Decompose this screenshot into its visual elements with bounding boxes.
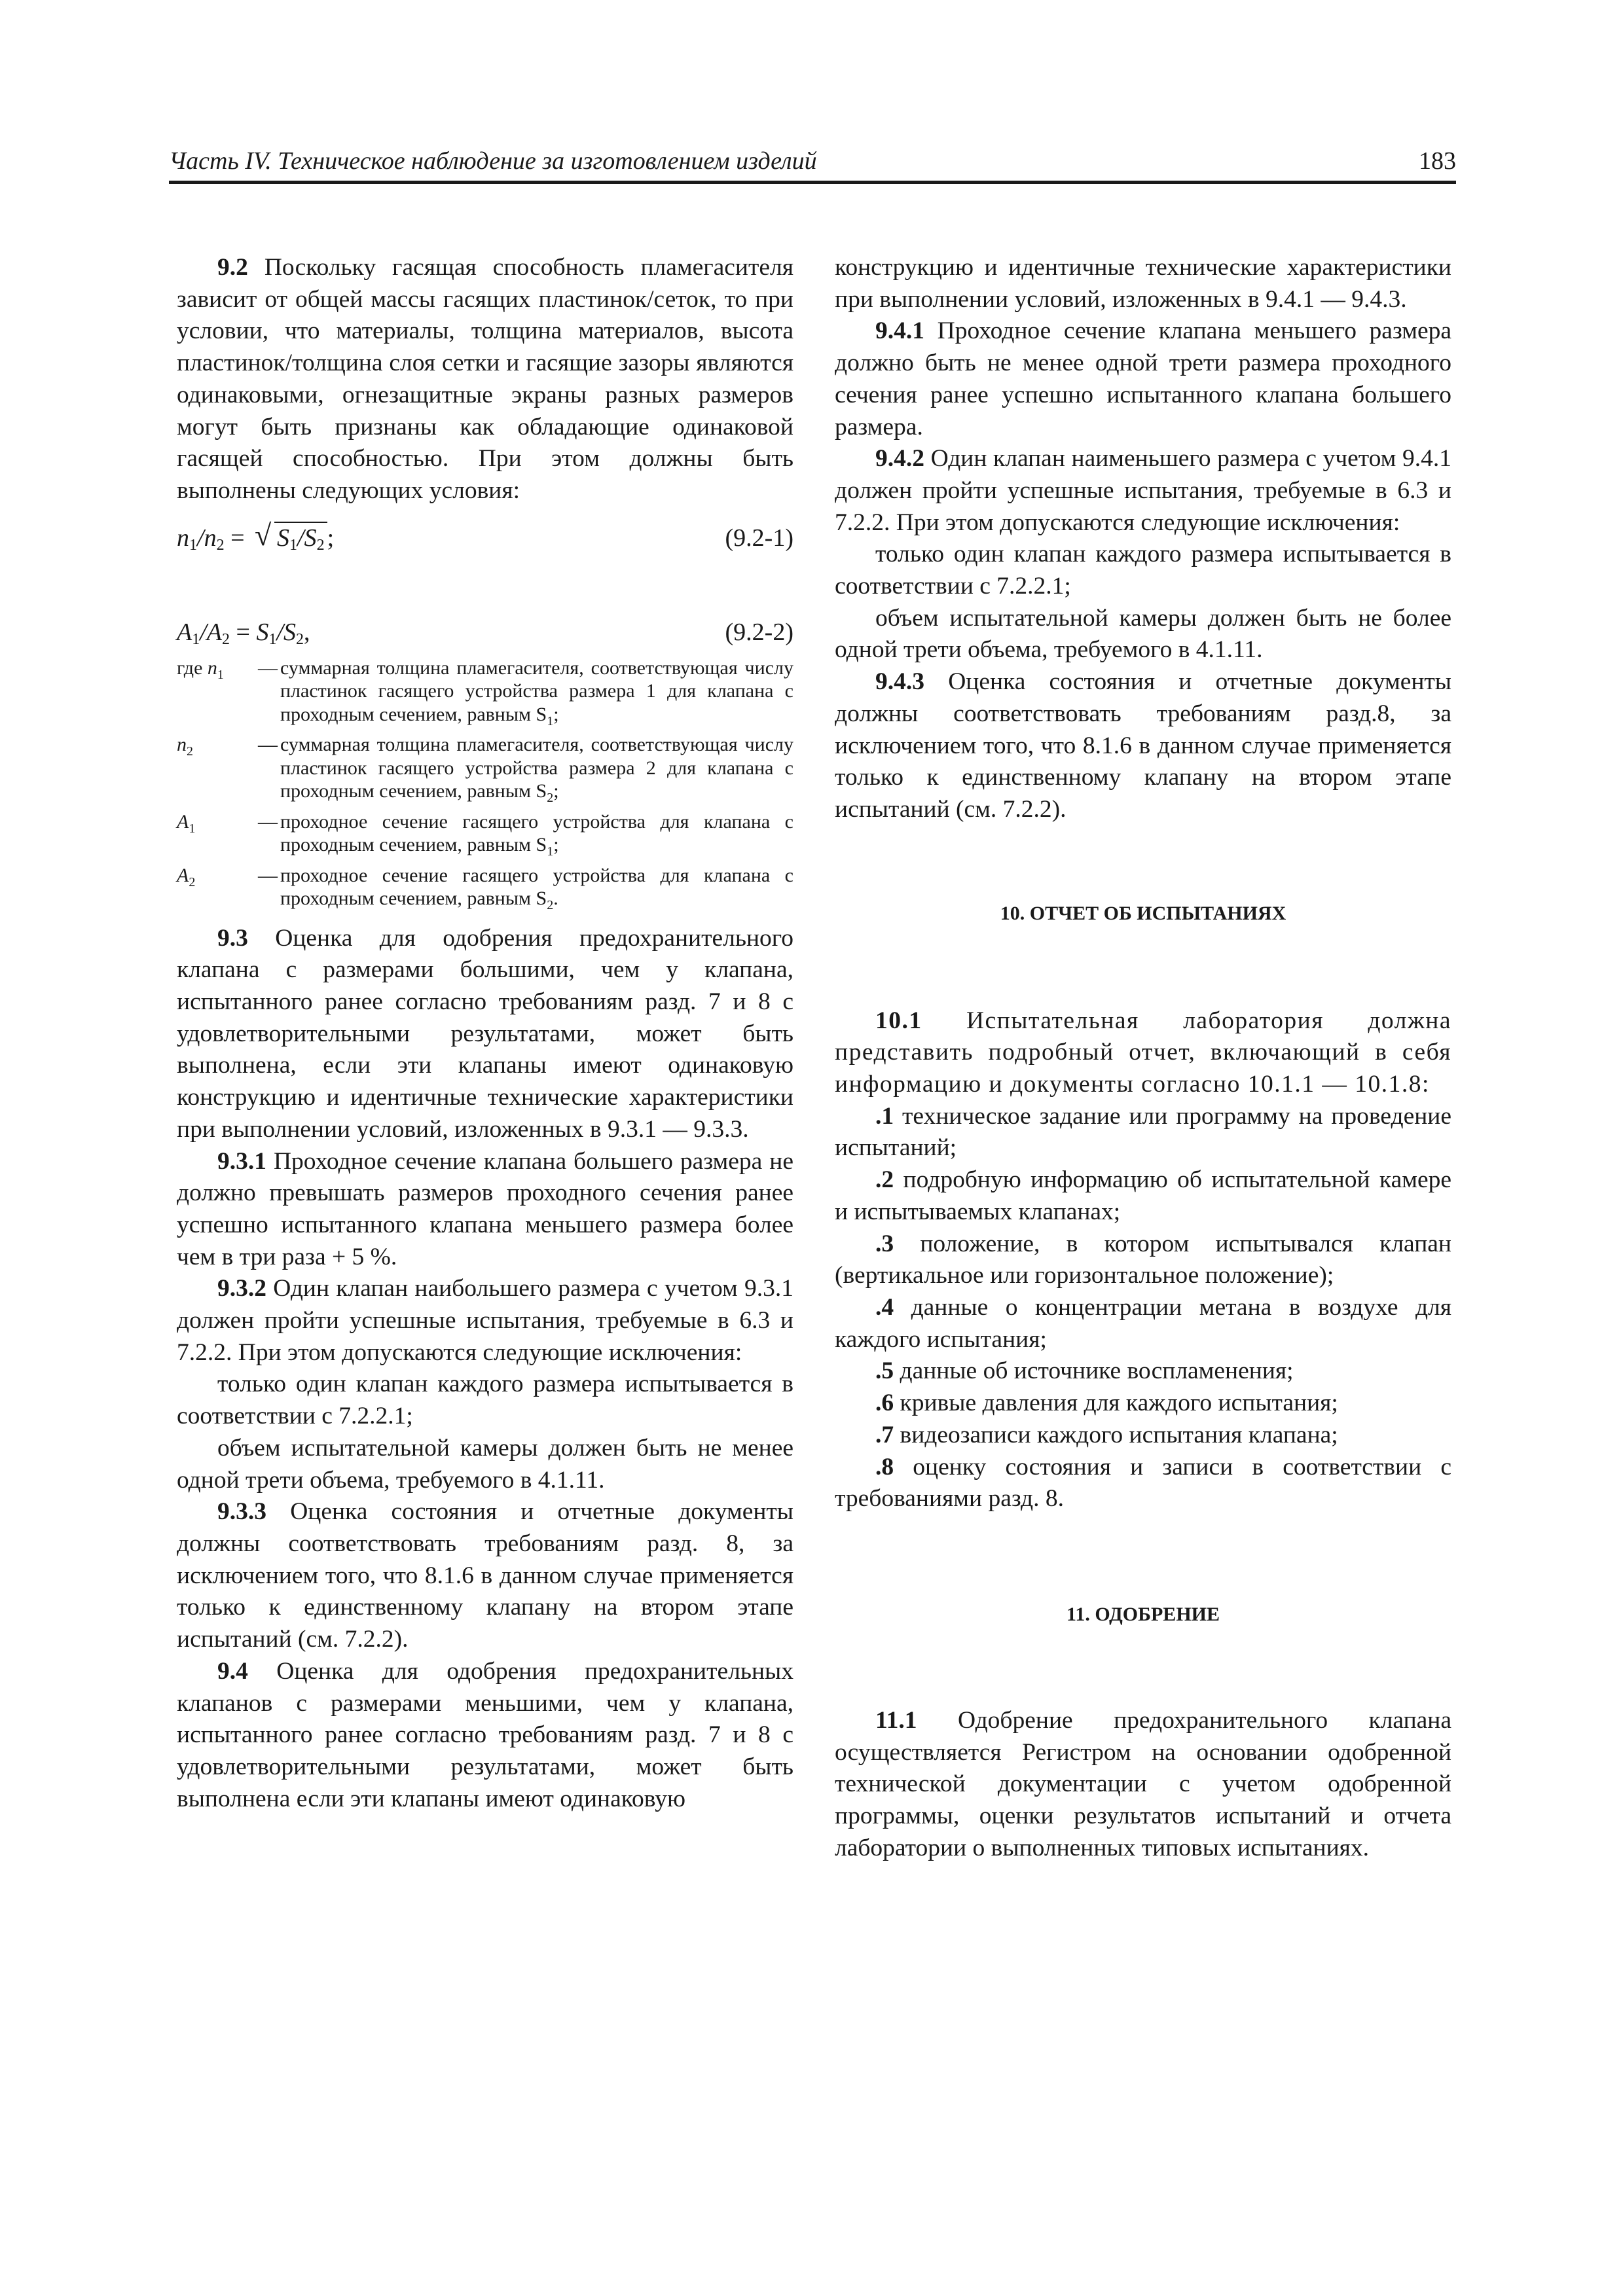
list-item-10-1-1: .1 техническое задание или программу на проведение испытаний; <box>835 1102 1451 1162</box>
formula-9-2-1-number: (9.2-1) <box>725 524 793 552</box>
formula-9-2-2-number: (9.2-2) <box>725 618 793 646</box>
paragraph-9-4-3: 9.4.3 Оценка состояния и отчетные документы должны соответствовать требованиям разд.8, за исключением того, что 8.1.6 в данном случае применяется только к единственному клапану на втором этапе испытаний (см. 7.2.2). <box>835 668 1451 823</box>
list-item-10-1-8: .8 оценку состояния и записи в соответствии с требованиями разд. 8. <box>835 1453 1451 1513</box>
left-column <box>177 252 793 1815</box>
square-root: √ $S_1/S_2$ <box>255 516 327 560</box>
where-item-n2: $n_2$ — суммарная толщина пламегасителя, соответствующая числу пластинок гасящего устройства размера 2 для клапана с проходным сечением, равным $S_2$; <box>177 734 793 806</box>
page-number: 183 <box>1419 147 1456 175</box>
paragraph-9-3-1: 9.3.1 Проходное сечение клапана большего размера не должно превышать размеров проходного сечения ранее успешно испытанного клапана меньшего размера более чем в три раза + 5 %. <box>177 1147 793 1270</box>
paragraph-9-3-2-exception-b: объем испытательной камеры должен быть не менее одной трети объема, требуемого в 4.1.11. <box>177 1434 793 1494</box>
paragraph-11-1: 11.1 Одобрение предохранительного клапана осуществляется Регистром на основании одобренной технической документации с учетом одобренной программы, оценки результатов испытаний и отчета лаборатории о выполненных типовых испытаниях. <box>835 1706 1451 1861</box>
paragraph-10-1: 10.1 Испытательная лаборатория должна представить подробный отчет, включающий в себя информацию и документы согласно 10.1.1 — 10.1.8: <box>835 1007 1451 1098</box>
header-rule <box>169 181 1456 184</box>
formula-9-2-1 <box>177 516 793 560</box>
list-item-10-1-5: .5 данные об источнике воспламенения; <box>875 1357 1294 1385</box>
where-legend <box>177 656 793 918</box>
paragraph-9-4-1: 9.4.1 Проходное сечение клапана меньшего размера должно быть не менее одной трети размера проходного сечения ранее успешно испытанного клапана большего размера. <box>835 317 1451 440</box>
where-item-a1: $A_1$ — проходное сечение гасящего устройства для клапана с проходным сечением, равным $S_1$; <box>177 810 793 859</box>
paragraph-9-2: 9.2 Поскольку гасящая способность пламегасителя зависит от общей массы гасящих пластинок/сеток, то при условии, что материалы, толщина материалов, высота пластинок/толщина слоя сетки и гасящие зазоры являются одинаковыми, огнезащитные экраны разных размеров могут быть признаны как обладающие одинаковой гасящей способностью. При этом должны быть выполнены следующих условия: <box>177 254 793 504</box>
formula-9-2-1-expression: $n_1/n_2$ = √ $S_1/S_2$ ; <box>177 516 334 567</box>
paragraph-9-3-2: 9.3.2 Один клапан наибольшего размера с учетом 9.3.1 должен пройти успешные испытания, требуемые в 6.3 и 7.2.2. При этом допускаются следующие исключения: <box>177 1275 793 1366</box>
section-10-heading: 10. ОТЧЕТ ОБ ИСПЫТАНИЯХ <box>1000 902 1286 924</box>
paragraph-9-3-2-exception-a: только один клапан каждого размера испытывается в соответствии с 7.2.2.1; <box>177 1371 793 1430</box>
paragraph-9-4-2-exception-b: объем испытательной камеры должен быть не более одной трети объема, требуемого в 4.1.11. <box>835 604 1451 664</box>
list-item-10-1-2: .2 подробную информацию об испытательной камере и испытываемых клапанах; <box>835 1166 1451 1225</box>
right-column <box>835 252 1451 1864</box>
section-11-heading: 11. ОДОБРЕНИЕ <box>1066 1603 1220 1625</box>
where-item-a2: $A_2$ — проходное сечение гасящего устройства для клапана с проходным сечением, равным $S_2$. <box>177 864 793 913</box>
formula-9-2-2 <box>177 611 793 654</box>
paragraph-9-4-2: 9.4.2 Один клапан наименьшего размера с учетом 9.4.1 должен пройти успешные испытания, требуемые в 6.3 и 7.2.2. При этом допускаются следующие исключения: <box>835 445 1451 536</box>
paragraph-9-4: 9.4 Оценка для одобрения предохранительных клапанов с размерами меньшими, чем у клапана, испытанного ранее согласно требованиям разд. 7 и 8 с удовлетворительными результатами, может быть выполнена если эти клапаны имеют одинаковую <box>177 1657 793 1812</box>
formula-9-2-2-expression: $A_1/A_2 = S_1/S_2$, <box>177 618 310 648</box>
where-item-n1: где $n_1$ — суммарная толщина пламегасителя, соответствующая числу пластинок гасящего устройства размера 1 для клапана с проходным сечением, равным $S_1$; <box>177 656 793 728</box>
paragraph-9-3: 9.3 Оценка для одобрения предохранительного клапана с размерами большими, чем у клапана, испытанного ранее согласно требованиям разд. 7 и 8 с удовлетворительными результатами, может быть выполнена, если эти клапаны имеют одинаковую конструкцию и идентичные технические характеристики при выполнении условий, изложенных в 9.3.1 — 9.3.3. <box>177 924 793 1143</box>
list-item-10-1-4: .4 данные о концентрации метана в воздухе для каждого испытания; <box>835 1293 1451 1353</box>
list-item-10-1-7: .7 видеозаписи каждого испытания клапана; <box>875 1421 1338 1448</box>
list-item-10-1-6: .6 кривые давления для каждого испытания; <box>875 1390 1338 1417</box>
paragraph-9-3-3: 9.3.3 Оценка состояния и отчетные документы должны соответствовать требованиям разд. 8, за исключением того, что 8.1.6 в данном случае применяется только к единственному клапану на втором этапе испытаний (см. 7.2.2). <box>177 1498 793 1653</box>
list-item-10-1-3: .3 положение, в котором испытывался клапан (вертикальное или горизонтальное положение); <box>835 1230 1451 1289</box>
paragraph-9-4-2-exception-a: только один клапан каждого размера испытывается в соответствии с 7.2.2.1; <box>835 541 1451 600</box>
paragraph-9-4-continued: конструкцию и идентичные технические характеристики при выполнении условий, изложенных в 9.4.1 — 9.4.3. <box>835 254 1451 313</box>
running-header <box>169 143 1456 179</box>
running-header-title: Часть IV. Техническое наблюдение за изготовлением изделий <box>169 147 817 175</box>
